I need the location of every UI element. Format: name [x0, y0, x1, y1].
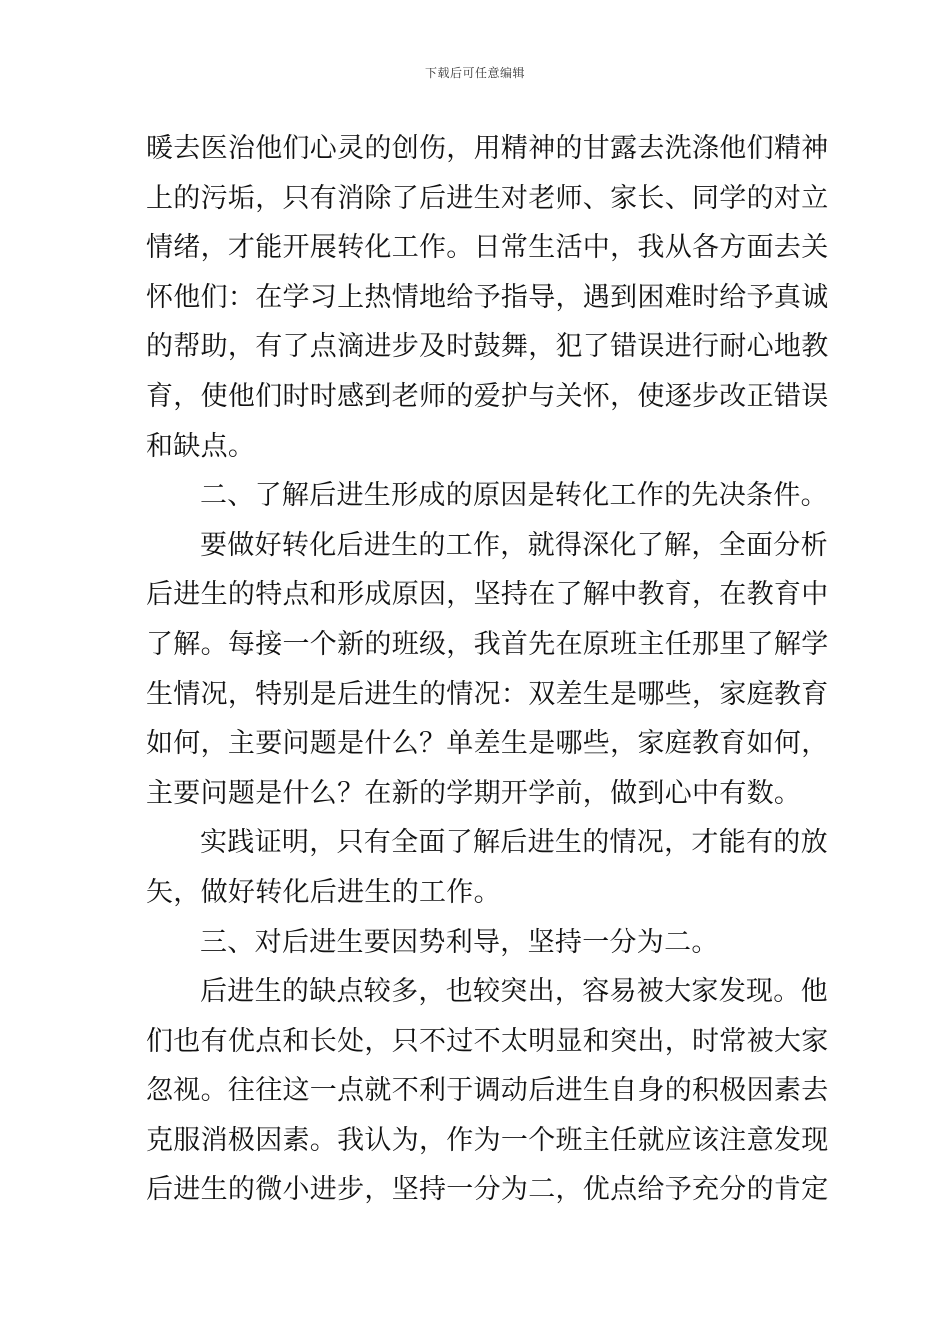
text-line: 暖去医治他们心灵的创伤，用精神的甘露去洗涤他们精神	[146, 133, 829, 164]
text-line: 如何，主要问题是什么？单差生是哪些，家庭教育如何，	[146, 728, 829, 760]
text-line: 后进生的特点和形成原因，坚持在了解中教育，在教育中	[146, 579, 829, 611]
text-line: 忽视。往往这一点就不利于调动后进生自身的积极因素去	[146, 1075, 829, 1107]
text-line: 的帮助，有了点滴进步及时鼓舞，犯了错误进行耐心地教	[146, 331, 829, 363]
paragraph-first-line: 后进生的缺点较多，也较突出，容易被大家发现。他	[200, 976, 828, 1008]
text-line: 们也有优点和长处，只不过不太明显和突出，时常被大家	[146, 1025, 829, 1057]
paragraph-first-line: 要做好转化后进生的工作，就得深化了解，全面分析	[200, 529, 828, 561]
section-heading: 二、了解后进生形成的原因是转化工作的先决条件。	[200, 480, 828, 512]
page-header-note: 下载后可任意编辑	[424, 66, 525, 80]
document-body	[146, 124, 829, 1215]
text-line: 了解。每接一个新的班级，我首先在原班主任那里了解学	[146, 628, 829, 660]
text-line: 矢，做好转化后进生的工作。	[146, 876, 501, 908]
text-line: 情绪，才能开展转化工作。日常生活中，我从各方面去关	[146, 232, 829, 264]
paragraph-first-line: 实践证明，只有全面了解后进生的情况，才能有的放	[200, 827, 828, 859]
text-line: 生情况，特别是后进生的情况：双差生是哪些，家庭教育	[146, 678, 829, 710]
text-line: 克服消极因素。我认为，作为一个班主任就应该注意发现	[146, 1124, 829, 1156]
text-line: 上的污垢，只有消除了后进生对老师、家长、同学的对立	[146, 182, 829, 214]
text-line: 和缺点。	[146, 430, 256, 462]
text-line: 主要问题是什么？在新的学期开学前，做到心中有数。	[146, 777, 802, 809]
section-heading: 三、对后进生要因势利导，坚持一分为二。	[200, 926, 719, 958]
text-line: 育，使他们时时感到老师的爱护与关怀，使逐步改正错误	[146, 380, 829, 412]
text-line: 怀他们：在学习上热情地给予指导，遇到困难时给予真诚	[146, 281, 829, 313]
text-line: 后进生的微小进步，坚持一分为二，优点给予充分的肯定	[146, 1174, 829, 1206]
